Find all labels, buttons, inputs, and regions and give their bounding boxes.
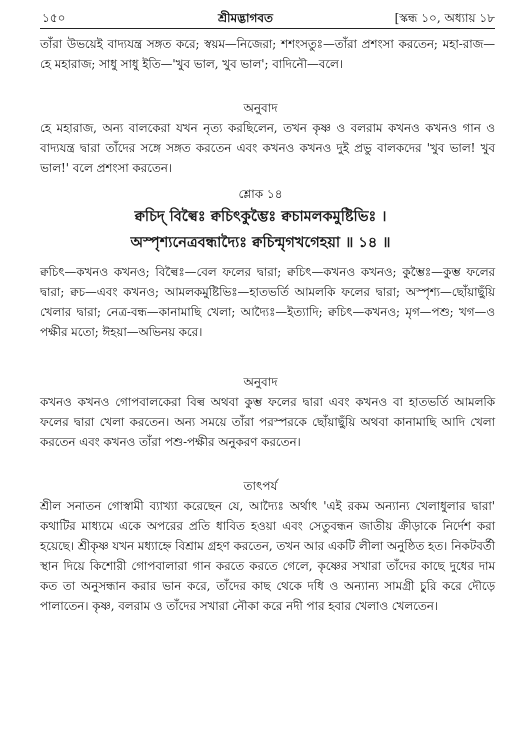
page-number: ১৫০	[42, 11, 66, 25]
verse-line-2: অস্পৃশ্যনেত্রবন্ধাদ্যৈঃ ক্বচিন্মৃগখগেহয়া ॥ ১৪ ॥	[130, 234, 391, 251]
synonyms-block: ক্বচিৎ—কখনও কখনও; বিল্বৈঃ—বেল ফলের দ্বারা; ক্বচিৎ—কখনও কখনও; কুম্ভৈঃ—কুম্ভ ফলের দ্বারা; ক্বচ—এবং কখনও; আমলকমুষ্টিভিঃ—হাতভর্তি আমলকি ফলের দ্বারা; অস্পৃশ্য—ছোঁয়াছুঁয়ি খেলার দ্বারা; নেত্র-বন্ধ—কানামাছি খেলা; আদ্যৈঃ—ইত্যাদি; ক্বচিৎ—কখনও; মৃগ—পশু; খগ—ও পক্ষীর মতো; ঈহয়া—অভিনয় করে।	[40, 265, 495, 339]
verse-line-1: ক্বচিদ্ বিল্বৈঃ ক্বচিৎকুম্ভৈঃ ক্বচামলকমুষ্টিভিঃ ।	[134, 208, 387, 225]
synonyms-continued: তাঁরা উভয়েই বাদ্যযন্ত্র সঙ্গত করে; স্বয়ম—নিজেরা; শশংসতুঃ—তাঁরা প্রশংসা করতেন; মহা-রাজ—হে মহারাজ; সাধু সাধু ইতি—'খুব ভাল, খুব ভাল'; বাদিনৌ—বলে।	[40, 37, 495, 71]
translation-heading-2: অনুবাদ	[243, 375, 278, 389]
header-rule	[40, 28, 495, 29]
translation-heading: অনুবাদ	[243, 101, 278, 115]
book-title: শ্রীমদ্ভাগবত	[218, 11, 274, 25]
translation-text: হে মহারাজ, অন্য বালকেরা যখন নৃত্য করছিলেন, তখন কৃষ্ণ ও বলরাম কখনও কখনও গান ও বাদ্যযন্ত্র দ্বারা তাঁদের সঙ্গে সঙ্গত করতেন এবং কখনও কখনও দুই প্রভু বালকদের 'খুব ভাল! খুব ভাল!' বলে প্রশংসা করতেন।	[40, 121, 495, 175]
verse-heading: শ্লোক ১৪	[238, 187, 283, 201]
page-header	[40, 6, 495, 28]
purport-heading: তাৎপর্য	[243, 479, 278, 493]
chapter-reference: [স্কন্ধ ১০, অধ্যায় ১৮	[394, 11, 495, 25]
translation-text-2: কখনও কখনও গোপবালকেরা বিল্ব অথবা কুম্ভ ফলের দ্বারা এবং কখনও বা হাতভর্তি আমলকি ফলের দ্বারা খেলা করতেন। অন্য সময়ে তাঁরা পরস্পরকে ছোঁয়াছুঁয়ি অথবা কানামাছি আদি খেলা করতেন এবং কখনও তাঁরা পশু-পক্ষীর অনুকরণ করতেন।	[40, 395, 495, 449]
purport-text: শ্রীল সনাতন গোস্বামী ব্যাখ্যা করেছেন যে, আদ্যৈঃ অর্থাৎ 'এই রকম অন্যান্য খেলাধুলার দ্বারা' কথাটির মাধ্যমে একে অপরের প্রতি ধাবিত হওয়া এবং সেতুবন্ধন জাতীয় ক্রীড়াকে নির্দেশ করা হয়েছে। শ্রীকৃষ্ণ যখন মধ্যাহ্নে বিশ্রাম গ্রহণ করতেন, তখন আর একটি লীলা অনুষ্ঠিত হত। নিকটবর্তী স্থান দিয়ে কিশোরী গোপবালারা গান করতে করতে গেলে, কৃষ্ণের সখারা তাঁদের কাছে দুধের দাম কত তা অনুসন্ধান করার ভান করে, তাঁদের কাছ থেকে দধি ও অন্যান্য সামগ্রী চুরি করে দৌড়ে পালাতেন। কৃষ্ণ, বলরাম ও তাঁদের সখারা নৌকা করে নদী পার হবার খেলাও খেলতেন।	[40, 499, 495, 613]
